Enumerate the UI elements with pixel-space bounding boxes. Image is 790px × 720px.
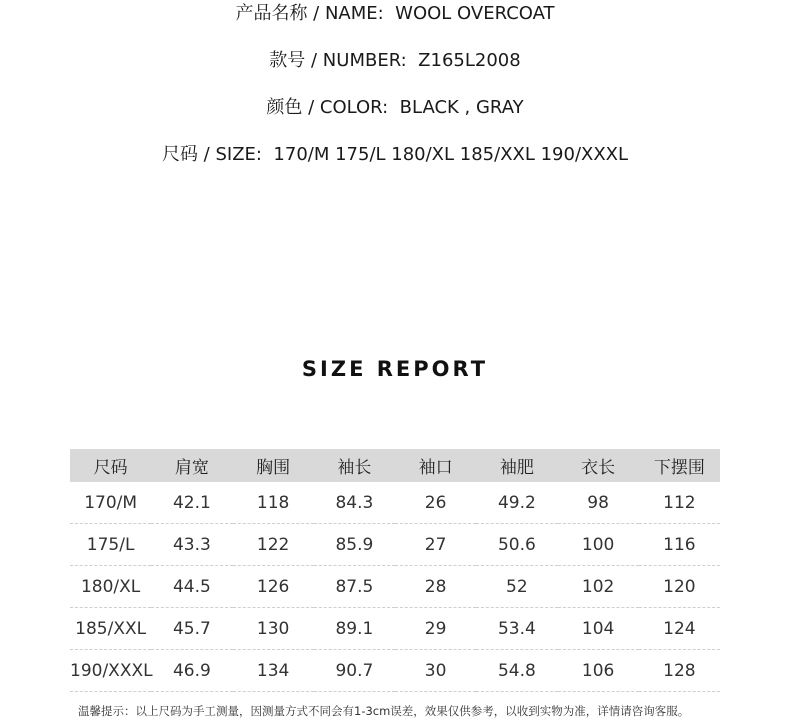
header-cuff: 袖口 (395, 449, 476, 482)
product-name-line (0, 2, 790, 26)
product-color-value: BLACK , GRAY (399, 97, 524, 118)
table-row (70, 524, 720, 566)
header-sleeve-width: 袖肥 (476, 449, 557, 482)
table-cell: 53.4 (476, 608, 557, 650)
table-cell: 124 (639, 608, 720, 650)
product-color-line (0, 96, 790, 120)
table-cell: 120 (639, 566, 720, 608)
table-cell: 170/M (70, 482, 151, 524)
table-cell: 49.2 (476, 482, 557, 524)
table-cell: 87.5 (314, 566, 395, 608)
table-cell: 180/XL (70, 566, 151, 608)
table-cell: 85.9 (314, 524, 395, 566)
table-cell: 42.1 (151, 482, 232, 524)
table-cell: 30 (395, 650, 476, 692)
table-cell: 45.7 (151, 608, 232, 650)
table-cell: 52 (476, 566, 557, 608)
header-chest: 胸围 (233, 449, 314, 482)
table-cell: 27 (395, 524, 476, 566)
product-name-value: WOOL OVERCOAT (395, 3, 555, 24)
table-cell: 84.3 (314, 482, 395, 524)
size-report-title: SIZE REPORT (301, 357, 489, 381)
table-cell: 128 (639, 650, 720, 692)
product-number-label: 款号 / NUMBER: (269, 50, 407, 71)
table-cell: 100 (558, 524, 639, 566)
table-cell: 112 (639, 482, 720, 524)
table-cell: 102 (558, 566, 639, 608)
table-cell: 28 (395, 566, 476, 608)
table-cell: 29 (395, 608, 476, 650)
header-sleeve-length: 袖长 (314, 449, 395, 482)
table-cell: 185/XXL (70, 608, 151, 650)
measurement-note: 温馨提示：以上尺码为手工测量，因测量方式不同会有1-3cm误差，效果仅供参考，以收到实物为准，详情请咨询客服。 (78, 704, 690, 718)
table-cell: 89.1 (314, 608, 395, 650)
table-cell: 116 (639, 524, 720, 566)
product-name-label: 产品名称 / NAME: (235, 3, 384, 24)
table-cell: 175/L (70, 524, 151, 566)
table-cell: 190/XXXL (70, 650, 151, 692)
header-shoulder: 肩宽 (151, 449, 232, 482)
table-cell: 54.8 (476, 650, 557, 692)
table-cell: 98 (558, 482, 639, 524)
table-row (70, 608, 720, 650)
table-cell: 90.7 (314, 650, 395, 692)
product-number-line (0, 49, 790, 73)
table-cell: 44.5 (151, 566, 232, 608)
table-row (70, 482, 720, 524)
table-cell: 118 (233, 482, 314, 524)
table-cell: 122 (233, 524, 314, 566)
table-cell: 106 (558, 650, 639, 692)
table-row (70, 566, 720, 608)
header-length: 衣长 (558, 449, 639, 482)
product-size-value: 170/M 175/L 180/XL 185/XXL 190/XXXL (273, 144, 629, 165)
table-cell: 43.3 (151, 524, 232, 566)
table-cell: 26 (395, 482, 476, 524)
size-table (70, 449, 720, 692)
table-header-row (70, 449, 720, 482)
product-size-label: 尺码 / SIZE: (161, 144, 262, 165)
header-hem: 下摆围 (639, 449, 720, 482)
product-size-line (0, 143, 790, 167)
table-cell: 130 (233, 608, 314, 650)
product-number-value: Z165L2008 (418, 50, 521, 71)
table-cell: 104 (558, 608, 639, 650)
product-color-label: 颜色 / COLOR: (266, 97, 389, 118)
table-cell: 50.6 (476, 524, 557, 566)
table-row (70, 650, 720, 692)
header-size: 尺码 (70, 449, 151, 482)
table-cell: 46.9 (151, 650, 232, 692)
table-cell: 126 (233, 566, 314, 608)
table-cell: 134 (233, 650, 314, 692)
